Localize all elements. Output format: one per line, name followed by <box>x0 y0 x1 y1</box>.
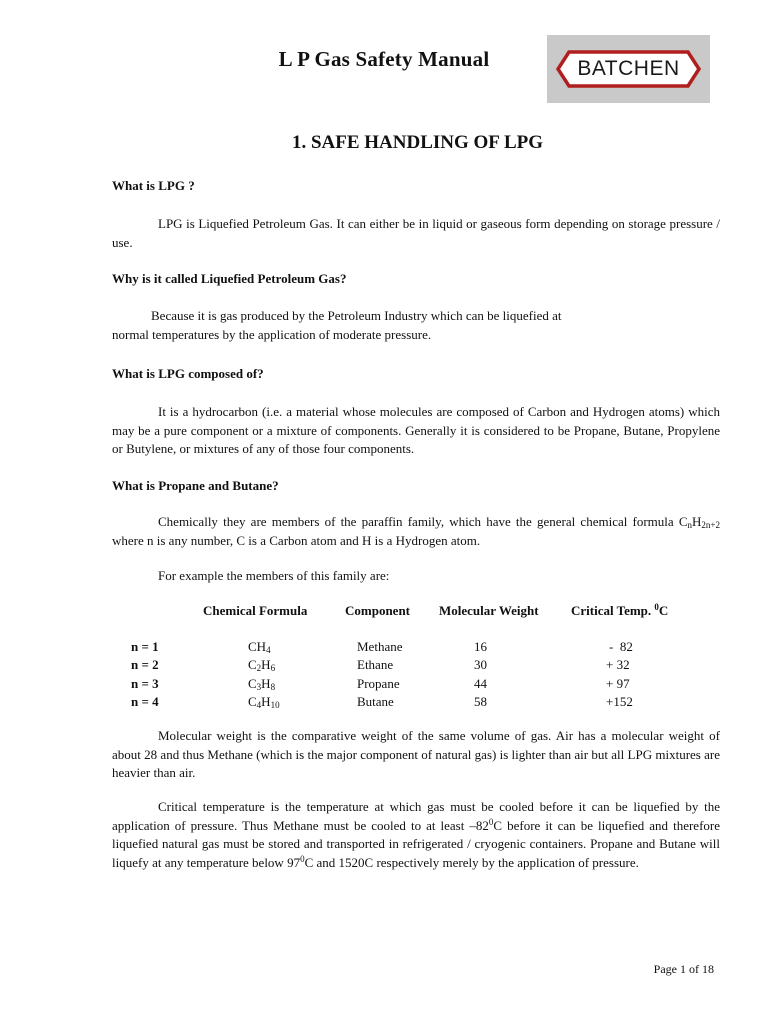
question-what-is-lpg: What is LPG ? <box>112 178 195 193</box>
formula-cell: $CH_4$ <box>248 639 271 655</box>
question-propane-butane: What is Propane and Butane? <box>112 478 279 493</box>
header-chemical-formula: Chemical Formula <box>203 603 308 618</box>
mw-cell: 44 <box>474 676 487 691</box>
mw-cell: 16 <box>474 639 487 654</box>
page-number: Page 1 of 18 <box>653 962 714 976</box>
row-label: n = 4 <box>131 694 159 709</box>
row-label: n = 3 <box>131 676 159 691</box>
answer-why-called-line2: normal temperatures by the application of moderate pressure. <box>112 327 432 342</box>
paragraph-critical-temperature: Critical temperature is the temperature at which gas must be cooled before it can be liquefied by the application of pressure. Thus Methane must be cooled to at least $-82^0C$ before it can be liquefied and therefore liquefied natural gas must be stored and transported in refrigerated / cryogenic containers. Propane and Butane will liquefy at any temperature below $97^0C$ and 1520C respectively merely by the application of pressure. <box>112 799 720 870</box>
page-title: L P Gas Safety Manual <box>278 47 490 71</box>
answer-why-called-line1: Because it is gas produced by the Petroleum Industry which can be liquefied at <box>151 308 562 323</box>
component-cell: Butane <box>357 694 394 709</box>
component-cell: Ethane <box>357 657 394 672</box>
question-lpg-composed: What is LPG composed of? <box>112 366 264 381</box>
section-title: 1. SAFE HANDLING OF LPG <box>291 132 544 153</box>
formula-cell: $C_2H_6$ <box>248 657 276 673</box>
mw-cell: 58 <box>474 694 487 709</box>
header-molecular-weight: Molecular Weight <box>439 603 539 618</box>
component-cell: Propane <box>357 676 400 691</box>
row-label: n = 1 <box>131 639 159 654</box>
answer-lpg-composed: It is a hydrocarbon (i.e. a material whose molecules are composed of Carbon and Hydrogen atoms) which may be a pure component or a mixture of components. Generally it is considered to be Propane, Butane, Propylene or Butylene, or mixtures of any of those four components. <box>112 404 720 456</box>
row-label: n = 2 <box>131 657 159 672</box>
batchen-logo <box>547 35 710 103</box>
component-cell: Methane <box>357 639 403 654</box>
ct-cell: - 82 <box>609 639 633 654</box>
example-intro: For example the members of this family are: <box>158 568 390 583</box>
question-why-called-lpg: Why is it called Liquefied Petroleum Gas? <box>112 271 347 286</box>
formula-cell: $C_3H_8$ <box>248 676 276 692</box>
ct-cell: +152 <box>606 694 633 709</box>
formula-cell: $C_4H_{10}$ <box>248 694 280 710</box>
header-component: Component <box>345 603 411 618</box>
ct-cell: + 32 <box>606 657 630 672</box>
mw-cell: 30 <box>474 657 487 672</box>
header-critical-temp: Critical Temp. $^0$C <box>571 602 669 618</box>
paragraph-molecular-weight: Molecular weight is the comparative weight of the same volume of gas. Air has a molecular weight of about 28 and thus Methane (which is the major component of natural gas) is lighter than air but all LPG mixtures are heavier than air. <box>112 728 720 780</box>
answer-propane-butane: Chemically they are members of the paraffin family, which have the general chemical formula $C_nH_{2n+2}$ where n is any number, C is a Carbon atom and H is a Hydrogen atom. <box>112 514 720 548</box>
logo-text: BATCHEN <box>577 57 680 80</box>
ct-cell: + 97 <box>606 676 630 691</box>
answer-what-is-lpg: LPG is Liquefied Petroleum Gas. It can either be in liquid or gaseous form depending on storage pressure / use. <box>112 216 720 250</box>
